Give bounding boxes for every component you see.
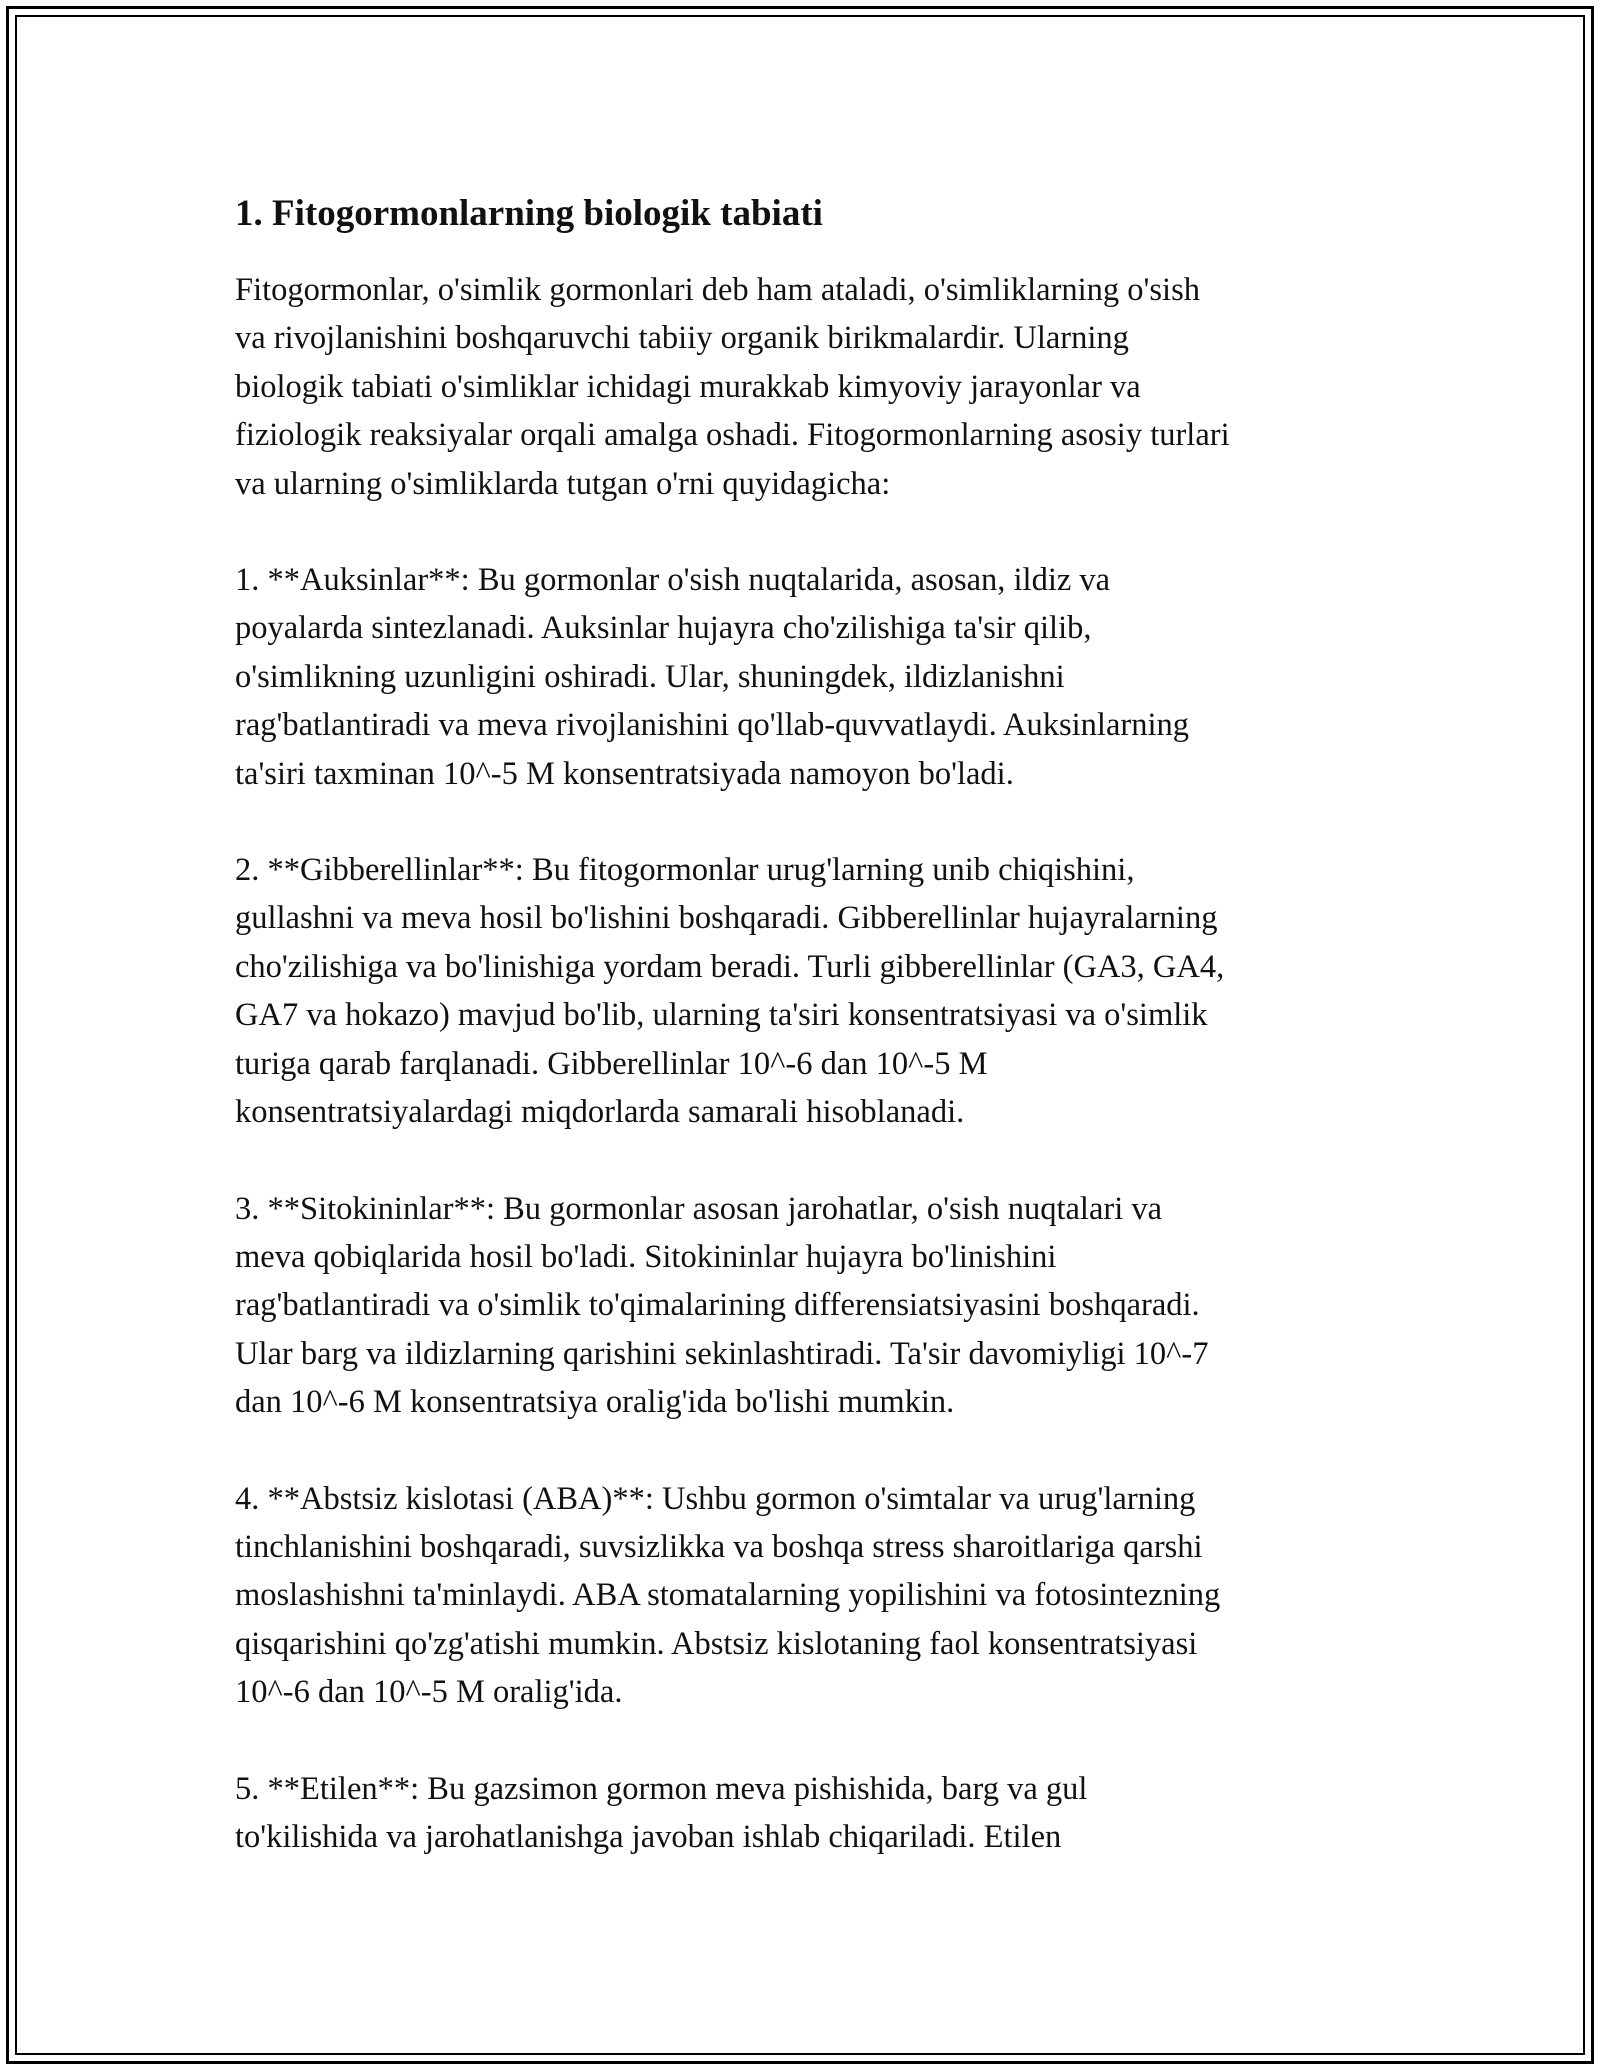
paragraph-etilen: 5. **Etilen**: Bu gazsimon gormon meva pishishida, barg va gul to'kilishida va jarohatlanishga javoban ishlab chiqariladi. Etilen [235,1770,1088,1855]
paragraph-sitokininlar: 3. **Sitokininlar**: Bu gormonlar asosan jarohatlar, o'sish nuqtalari va meva qobiqlarida hosil bo'ladi. Sitokininlar hujayra bo'linishini rag'batlantiradi va o'simlik to'qimalarining differensiatsiyasini boshqaradi. Ular barg va ildizlarning qarishini sekinlashtiradi. Ta'sir davomiyligi 10^-7 dan 10^-6 M konsentratsiya oralig'ida bo'lishi mumkin. [235,1190,1209,1421]
paragraph-abstsiz-kislotasi: 4. **Abstsiz kislotasi (ABA)**: Ushbu gormon o'simtalar va urug'larning tinchlanishini boshqaradi, suvsizlikka va boshqa stress sharoitlariga qarshi moslashishni ta'minlaydi. ABA stomatalarning yopilishini va fotosintezning qisqarishini qo'zg'atishi mumkin. Abstsiz kislotaning faol konsentratsiyasi 10^-6 dan 10^-5 M oralig'ida. [235,1480,1221,1711]
intro-paragraph: Fitogormonlar, o'simlik gormonlari deb ham ataladi, o'simliklarning o'sish va rivojlanishini boshqaruvchi tabiiy organik birikmalardir. Ularning biologik tabiati o'simliklar ichidagi murakkab kimyoviy jarayonlar va fiziologik reaksiyalar orqali amalga oshadi. Fitogormonlarning asosiy turlari va ularning o'simliklarda tutgan o'rni quyidagicha: [235,272,1230,502]
paragraph-gibberellinlar: 2. **Gibberellinlar**: Bu fitogormonlar urug'larning unib chiqishini, gullashni va meva hosil bo'lishini boshqaradi. Gibberellinlar hujayralarning cho'zilishiga va bo'linishiga yordam beradi. Turli gibberellinlar (GA3, GA4, GA7 va hokazo) mavjud bo'lib, ularning ta'siri konsentratsiyasi va o'simlik turiga qarab farqlanadi. Gibberellinlar 10^-6 dan 10^-5 M konsentratsiyalardagi miqdorlarda samarali hisoblanadi. [235,852,1225,1131]
paragraph-auksinlar: 1. **Auksinlar**: Bu gormonlar o'sish nuqtalarida, asosan, ildiz va poyalarda sintezlanadi. Auksinlar hujayra cho'zilishiga ta'sir qilib, o'simlikning uzunligini oshiradi. Ular, shuningdek, ildizlanishni rag'batlantiradi va meva rivojlanishini qo'llab-quvvatlaydi. Auksinlarning ta'siri taxminan 10^-5 M konsentratsiyada namoyon bo'ladi. [235,562,1189,792]
section-heading: 1. Fitogormonlarning biologik tabiati [235,193,823,234]
document-body [235,188,1370,1909]
